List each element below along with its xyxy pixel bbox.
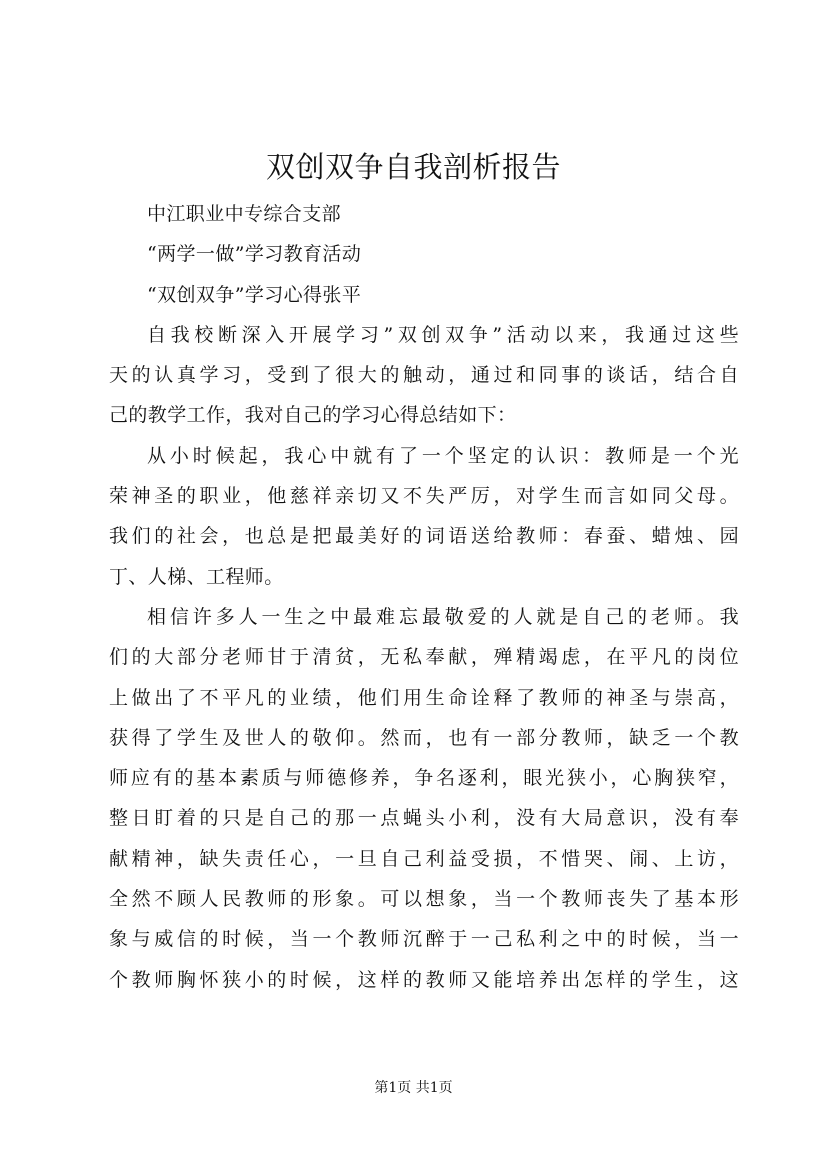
text-line: 整日盯着的只是自己的那一点蝇头小利，没有大局意识，没有奉 xyxy=(109,807,739,830)
text-line: 个教师胸怀狭小的时候，这样的教师又能培养出怎样的学生，这 xyxy=(109,968,739,991)
text-line: 获得了学生及世人的敬仰。然而，也有一部分教师，缺乏一个教 xyxy=(109,726,739,749)
text-line: 师应有的基本素质与师德修养，争名逐利，眼光狭小，心胸狭窄， xyxy=(109,767,739,790)
text-line: 献精神，缺失责任心，一旦自己利益受损，不惜哭、闹、上访， xyxy=(109,847,739,870)
text-line: 们的大部分老师甘于清贫，无私奉献，殚精竭虑，在平凡的岗位 xyxy=(109,646,739,669)
text-line: 全然不顾人民教师的形象。可以想象，当一个教师丧失了基本形 xyxy=(109,888,739,911)
document-title: 双创双争自我剖析报告 xyxy=(265,150,561,184)
page-footer: 第1页 共1页 xyxy=(374,1080,453,1096)
text-line: 荣神圣的职业，他慈祥亲切又不失严厉，对学生而言如同父母。 xyxy=(109,485,739,508)
text-line: 相信许多人一生之中最难忘最敬爱的人就是自己的老师。我 xyxy=(147,605,739,628)
text-line: 己的教学工作，我对自己的学习心得总结如下： xyxy=(109,404,517,427)
text-line: 天的认真学习，受到了很大的触动，通过和同事的谈话，结合自 xyxy=(109,364,739,387)
text-line: 上做出了不平凡的业绩，他们用生命诠释了教师的神圣与崇高， xyxy=(109,686,739,709)
text-line: “双创双争”学习心得张平 xyxy=(147,283,362,306)
text-line: 自我校断深入开展学习”双创双争”活动以来，我通过这些 xyxy=(147,323,739,346)
text-line: 象与威信的时候，当一个教师沉醉于一己私利之中的时候，当一 xyxy=(109,928,739,951)
text-line: 丁、人梯、工程师。 xyxy=(109,565,284,588)
text-line: 我们的社会，也总是把最美好的词语送给教师：春蚕、蜡烛、园 xyxy=(109,525,739,548)
document-body xyxy=(109,194,739,1000)
text-line: 从小时候起，我心中就有了一个坚定的认识：教师是一个光 xyxy=(147,444,739,467)
text-line: 中江职业中专综合支部 xyxy=(147,203,342,225)
text-line: “两学一做”学习教育活动 xyxy=(147,243,362,266)
